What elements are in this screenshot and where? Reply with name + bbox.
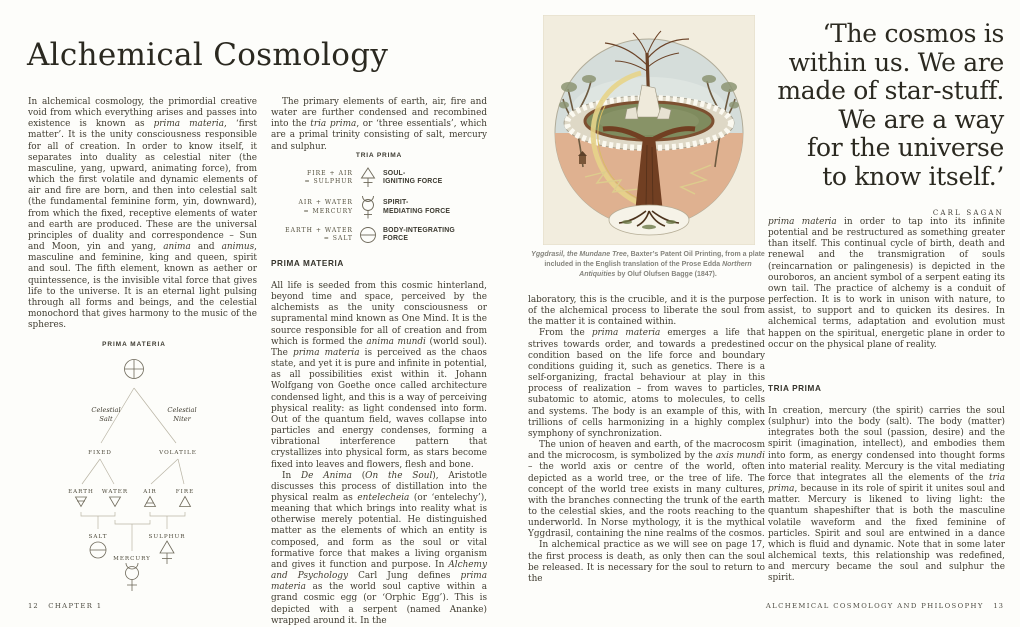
body-paragraph: laboratory, this is the crucible, and it is the purpose of the alchemical process to liberate the soul from the matter it is contained within. — [528, 295, 765, 328]
body-paragraph: In creation, mercury (the spirit) carries the soul (sulphur) into the body (salt). The body (matter) integrates both the soul (passion, desire) and the spirit (imagination, intellect), and embodies them into form, as energy condensed into thought forms into material reality. Mercury is the vital mediating force that integrates all the elements of the tria prima, because in its role of spirit it unites soul and matter. Mercury is likened to living light: the quantum shapeshifter that is both the masculine volatile waveform and the fixed feminine of particles. Spirit and soul are entwined in a dance which is fluid and dynamic. Note that in some later alchemical texts, this relationship was redefined, and mercury became the soul and sulphur the spirit. — [768, 406, 1005, 584]
quote-line: ‘The cosmos is — [822, 19, 1004, 48]
fire-label: FIRE — [175, 489, 195, 495]
quote-line: We are a way — [838, 104, 1004, 134]
page-number: 13 — [993, 602, 1004, 610]
sulphur-symbol-icon — [160, 541, 174, 564]
fire-symbol-icon — [180, 497, 191, 507]
running-head: ALCHEMICAL COSMOLOGY AND PHILOSOPHY — [765, 602, 984, 610]
body-paragraph: All life is seeded from this cosmic hinterland, beyond time and space, perceived by the alchemists as the unity consciousness or supramental mind known as One Mind. It is the source responsible for all of creation and from which is formed the anima mundi (world soul). The prima materia is perceived as the chaos state, and yet it is pure and infinite in potential, as all possibilities exist within it. Johann Wolfgang von Goethe once called architecture condensed light, and this is a way of perceiving physical reality: as light condensed into form. Out of the quantum field, waves collapse into particles and energy condenses, forming a vibrational interference pattern that crystallizes into physical form, as stars become fixed into leaves and flowers, flesh and bone. — [271, 281, 487, 470]
mercury-formula: AIR + WATER = MERCURY — [298, 199, 353, 215]
tria-prima-heading: TRIA PRIMA — [768, 384, 822, 393]
sulphur-symbol-icon — [358, 166, 378, 190]
page-number: 12 — [28, 602, 39, 610]
celestial-niter-label: Celestial — [167, 406, 197, 414]
body-paragraph: prima materia in order to tap into its infinite potential and be restructured as something greater than itself. This continual cycle of birth, death and renewal and the transmigration of souls (reincarnation or palingenesis) is depicted in the ouroboros, an ancient symbol of a serpent eating its own tail. The practice of alchemy is a conduit of perfection. It is to work in unison with nature, to assist, to support and to quicken its desires. In alchemical terms, adaptation and evolution must happen on the spiritual, energetic plane in order to occur on the physical plane of reality. — [768, 217, 1005, 350]
body-paragraph: From the prima materia emerges a life that strives towards order, and towards a predestined condition based on the life force and boundary conditions guiding it, such as genetics. There is a self-organizing, fractal behaviour at play in this process of realization – from waves to particles, subatomic to atomic, atoms to molecules, to cells and systems. The body is an example of this, with trillions of cells harmonizing in a highly complex symphony of synchronization. — [528, 328, 765, 439]
salt-symbol-icon — [90, 542, 106, 558]
left-page-footer — [28, 602, 103, 610]
sulphur-formula: FIRE + AIR = SULPHUR — [304, 169, 353, 185]
mercury-label: MERCURY — [113, 556, 151, 562]
prima-materia-heading: PRIMA MATERIA — [271, 259, 344, 268]
celestial-niter-label2: Niter — [173, 415, 191, 423]
body-paragraph: The union of heaven and earth, of the macrocosm and the microcosm, is symbolized by the axis mundi – the world axis or centre of the world, often depicted as a world tree, or the tree of life. The concept of the world tree exists in many cultures, with the branches connecting the trunk of the earth to the celestial skies, and the roots reaching to the underworld. In Norse mythology, it is the mythical Yggdrasil, containing the nine realms of the cosmos. — [528, 440, 765, 540]
tree-diagram-heading: PRIMA MATERIA — [102, 341, 166, 348]
right-column-1 — [528, 295, 765, 585]
chapter-label: CHAPTER 1 — [48, 602, 103, 610]
tria-intro-paragraph: The primary elements of earth, air, fire and water are further condensed and recombined into the tria prima, or ‘three essentials’, which are a primal trinity consisting of salt, mercury and sulphur. — [271, 97, 487, 152]
tria-diagram-heading: TRIA PRIMA — [355, 152, 403, 159]
root-basin — [609, 205, 689, 235]
left-column-2-body — [271, 281, 487, 627]
salt-symbol-icon — [358, 225, 378, 245]
sulphur-label: SULPHUR — [148, 534, 186, 540]
circled-cross-icon — [125, 360, 144, 379]
body-paragraph: In De Anima (On the Soul), Aristotle discusses this process of distillation into the physical realm as entelecheia (or ‘entelechy’), meaning that which brings into reality what is otherwise merely potential. He distinguished matter as the elements of which an entity is composed, and form as the soul or vital formative force that makes a living organism and gives it function and purpose. In Alchemy and Psychology Carl Jung defines prima materia as the world soul captive within a grand cosmic egg (or ‘Orphic Egg’). This is depicted with a serpent (named Ananke) wrapped around it. In the — [271, 470, 488, 626]
quote-attribution: CARL SAGAN — [932, 209, 1004, 217]
volatile-label: VOLATILE — [159, 450, 197, 456]
water-symbol-icon — [110, 497, 121, 507]
quote-line: made of star-stuff. — [777, 76, 1004, 105]
earth-label: EARTH — [68, 489, 94, 495]
salt-force-label: BODY-INTEGRATING FORCE — [383, 226, 455, 242]
right-column-2-top — [768, 217, 1005, 351]
tria-prima-diagram — [271, 152, 487, 250]
mercury-symbol-icon — [126, 563, 139, 591]
prima-materia-tree-diagram — [56, 336, 261, 604]
yggdrasil-plate-image — [543, 15, 755, 245]
pull-quote — [762, 20, 1004, 228]
left-column-1 — [28, 97, 257, 331]
quote-line: within us. We are — [788, 47, 1004, 77]
sulphur-force-label: SOUL- IGNITING FORCE — [383, 169, 443, 185]
water-label: WATER — [101, 489, 129, 495]
fixed-label: FIXED — [88, 450, 112, 456]
quote-line: for the universe — [807, 133, 1004, 162]
earth-symbol-icon — [76, 497, 87, 507]
right-page-footer — [766, 602, 1004, 610]
air-label: AIR — [143, 489, 157, 495]
celestial-salt-label: Celestial — [91, 406, 121, 414]
mercury-force-label: SPIRIT- MEDIATING FORCE — [383, 199, 451, 215]
mercury-symbol-icon — [358, 195, 378, 220]
quote-line: to know itself.’ — [822, 161, 1004, 191]
tria-row-mercury — [271, 195, 487, 220]
salt-label: SALT — [88, 534, 108, 540]
tria-row-salt — [271, 225, 487, 245]
tria-row-sulphur — [271, 166, 487, 190]
branch-line-right — [134, 388, 176, 443]
left-column-2-intro — [271, 97, 487, 153]
salt-formula: EARTH + WATER = SALT — [285, 226, 353, 242]
intro-paragraph: In alchemical cosmology, the primordial creative void from which everything arises and passes into existence is known as prima materia, ‘first matter’. It is the unity consciousness responsible for all of creation. In order to know itself, it separates into duality as celestial niter (the masculine, yang, upward, animating force), from which the first volatile and dynamic elements of air and fire are born, and then into celestial salt (the fundamental feminine form, yin, downward), from which the fixed, receptive elements of water and earth are produced. These are the universal principles of duality and correspondence – Sun and Moon, yin and yang, anima and animus, masculine and feminine, king and queen, spirit and soul. The fifth element, known as aether or quintessence, is the invisible vital force that gives life to the universe. It is an eternal light pulsing through all forms and beings, and the celestial monochord that gives harmony to the music of the spheres. — [28, 97, 257, 331]
page-title: Alchemical Cosmology — [27, 36, 389, 73]
image-caption: Yggdrasil, the Mundane Tree, Baxter’s Patent Oil Printing, from a plate included in the English translation of the Prose Edda Northern Antiquities by Oluf Olufsen Bagge (1847). — [531, 251, 765, 278]
celestial-salt-label2: Salt — [99, 415, 113, 423]
right-column-2-bottom — [768, 406, 1005, 585]
body-paragraph: In alchemical practice as we will see on page 17, the first process is death, as only then can the soul be released. It is necessary for the soul to return to the — [528, 540, 765, 584]
air-symbol-icon — [145, 497, 156, 507]
